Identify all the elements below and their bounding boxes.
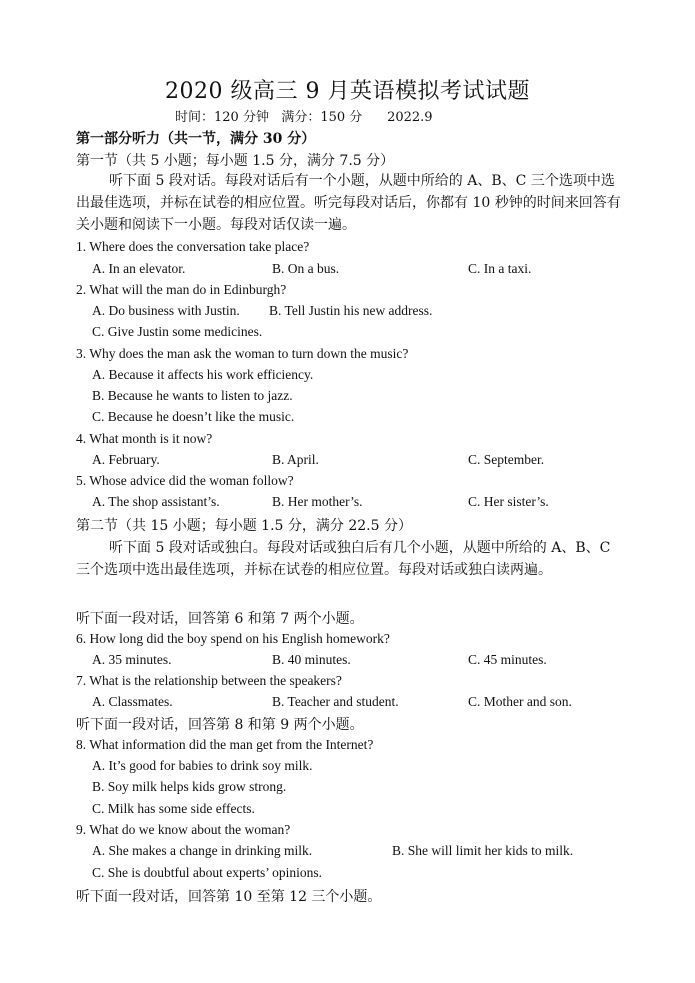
q8-option-a: A. It’s good for babies to drink soy milk. <box>92 758 313 773</box>
question-2: 2. What will the man do in Edinburgh? <box>76 282 287 297</box>
q3-option-a: A. Because it affects his work efficiency. <box>92 367 314 382</box>
q1-option-b: B. On a bus. <box>272 261 340 276</box>
question-5: 5. Whose advice did the woman follow? <box>76 473 294 488</box>
page-title: 2020 级高三 9 月英语模拟考试试题 <box>165 79 530 104</box>
question-4: 4. What month is it now? <box>76 431 213 446</box>
q1-option-a: A. In an elevator. <box>92 261 186 276</box>
part1-heading: 第一部分听力（共一节，满分 30 分） <box>76 131 316 147</box>
question-1: 1. Where does the conversation take place? <box>76 239 310 254</box>
q5-option-a: A. The shop assistant’s. <box>92 494 220 509</box>
q9-option-b: B. She will limit her kids to milk. <box>392 843 574 858</box>
q6-option-a: A. 35 minutes. <box>92 652 172 667</box>
q7-option-a: A. Classmates. <box>92 694 173 709</box>
q5-option-c: C. Her sister’s. <box>468 494 549 509</box>
q4-option-b: B. April. <box>272 452 319 467</box>
q6-option-c: C. 45 minutes. <box>468 652 547 667</box>
question-6: 6. How long did the boy spend on his English homework? <box>76 631 390 646</box>
q8-option-c: C. Milk has some side effects. <box>92 801 255 816</box>
section1-instructions: 听下面 5 段对话。每段对话后有一个小题，从题中所给的 A、B、C 三个选项中选出最佳选项，并标在试卷的相应位置。听完每段对话后，你都有 10 秒钟的时间来回答有关小题和阅读下一小题。每段对话仅读一遍。 <box>76 173 621 233</box>
q3-option-b: B. Because he wants to listen to jazz. <box>92 388 293 403</box>
prompt-q6-q7: 听下面一段对话，回答第 6 和第 7 两个小题。 <box>76 611 364 627</box>
q2-option-b: B. Tell Justin his new address. <box>269 303 433 318</box>
q7-option-c: C. Mother and son. <box>468 694 572 709</box>
question-7: 7. What is the relationship between the speakers? <box>76 673 342 688</box>
prompt-q10-q12: 听下面一段对话，回答第 10 至第 12 三个小题。 <box>76 889 382 905</box>
q8-option-b: B. Soy milk helps kids grow strong. <box>92 779 287 794</box>
q3-option-c: C. Because he doesn’t like the music. <box>92 409 295 424</box>
q4-option-a: A. February. <box>92 452 160 467</box>
exam-info: 时间：120 分钟 满分：150 分 2022.9 <box>175 110 433 125</box>
q6-option-b: B. 40 minutes. <box>272 652 351 667</box>
q9-option-c: C. She is doubtful about experts’ opinions. <box>92 865 322 880</box>
q7-option-b: B. Teacher and student. <box>272 694 399 709</box>
prompt-q8-q9: 听下面一段对话，回答第 8 和第 9 两个小题。 <box>76 717 364 733</box>
q2-option-c: C. Give Justin some medicines. <box>92 324 263 339</box>
q9-option-a: A. She makes a change in drinking milk. <box>92 843 313 858</box>
q1-option-c: C. In a taxi. <box>468 261 532 276</box>
q2-option-a: A. Do business with Justin. <box>92 303 240 318</box>
q5-option-b: B. Her mother’s. <box>272 494 363 509</box>
section2-instructions: 听下面 5 段对话或独白。每段对话或独白后有几个小题，从题中所给的 A、B、C 三个选项中选出最佳选项，并标在试卷的相应位置。每段对话或独白读两遍。 <box>76 540 611 578</box>
question-3: 3. Why does the man ask the woman to turn down the music? <box>76 346 409 361</box>
section2-heading: 第二节（共 15 小题；每小题 1.5 分，满分 22.5 分） <box>76 518 412 534</box>
section1-heading: 第一节（共 5 小题；每小题 1.5 分，满分 7.5 分） <box>76 153 395 169</box>
q4-option-c: C. September. <box>468 452 545 467</box>
question-8: 8. What information did the man get from the Internet? <box>76 737 374 752</box>
question-9: 9. What do we know about the woman? <box>76 822 291 837</box>
